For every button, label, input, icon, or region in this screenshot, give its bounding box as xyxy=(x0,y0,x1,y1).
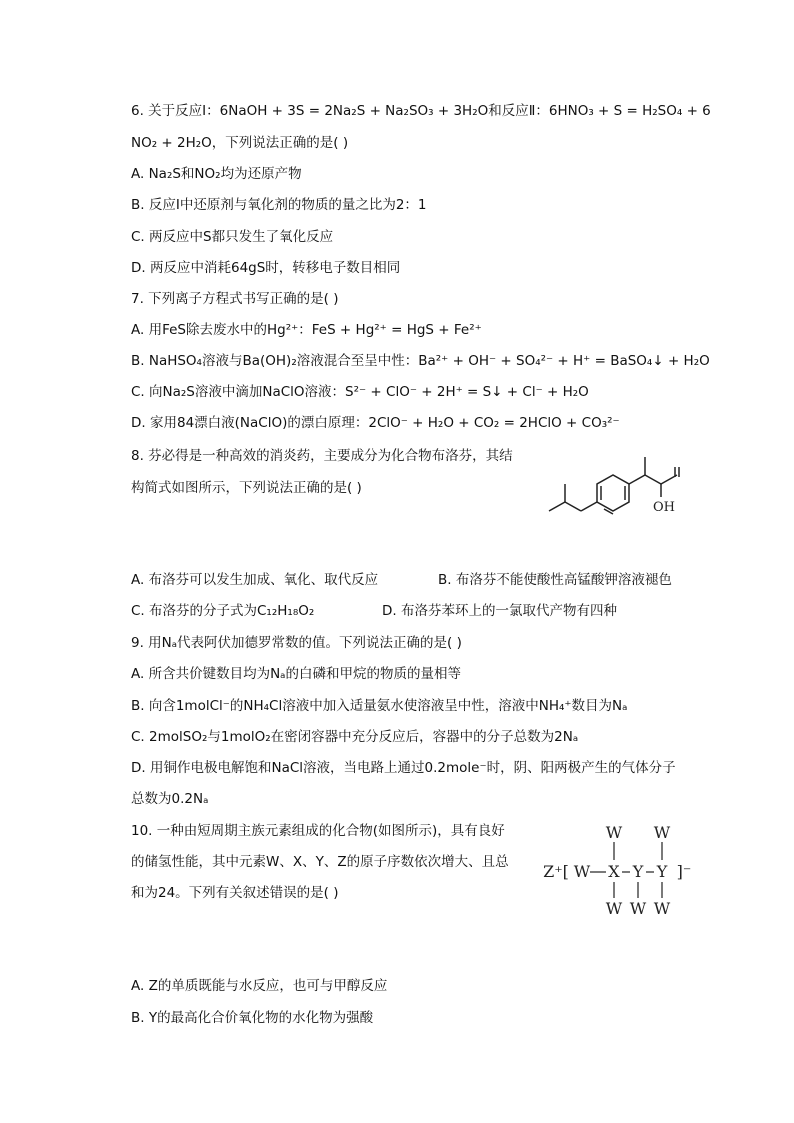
atom-x: X xyxy=(608,862,620,881)
q10-option-b: B. Y的最高化合价氧化物的水化物为强酸 xyxy=(131,1010,374,1026)
q8-option-c: C. 布洛芬的分子式为C₁₂H₁₈O₂ xyxy=(131,603,315,619)
q8-option-a: A. 布洛芬可以发生加成、氧化、取代反应 xyxy=(131,572,379,588)
ibuprofen-structure-figure xyxy=(545,455,705,525)
q6-stem-line2: NO₂ + 2H₂O，下列说法正确的是( ) xyxy=(131,135,349,151)
q9-stem: 9. 用Nₐ代表阿伏加德罗常数的值。下列说法正确的是( ) xyxy=(131,635,462,651)
atom-y-2: Y xyxy=(656,862,668,881)
q7-option-b: B. NaHSO₄溶液与Ba(OH)₂溶液混合至呈中性：Ba²⁺ + OH⁻ + SO₄²⁻ + H⁺ = BaSO₄↓ + H₂O xyxy=(131,353,710,369)
q6-option-a: A. Na₂S和NO₂均为还原产物 xyxy=(131,166,302,182)
q9-option-d-line2: 总数为0.2Nₐ xyxy=(131,791,209,807)
ibuprofen-oh-label: OH xyxy=(653,500,675,515)
q7-option-d: D. 家用84漂白液(NaClO)的漂白原理：2ClO⁻ + H₂O + CO₂ = 2HClO + CO₃²⁻ xyxy=(131,415,620,431)
atom-w-top-2: W xyxy=(653,823,671,842)
q7-option-a: A. 用FeS除去废水中的Hg²⁺：FeS + Hg²⁺ = HgS + Fe²⁺ xyxy=(131,322,482,338)
atom-w-bottom-3: W xyxy=(653,899,671,918)
q8-option-b: B. 布洛芬不能使酸性高锰酸钾溶液褪色 xyxy=(438,572,672,588)
q10-stem-line1: 10. 一种由短周期主族元素组成的化合物(如图所示)，具有良好 xyxy=(131,823,505,839)
atom-w-left: W xyxy=(573,862,591,881)
q9-option-b: B. 向含1molCl⁻的NH₄Cl溶液中加入适量氨水使溶液呈中性，溶液中NH₄⁺数目为Nₐ xyxy=(131,698,628,714)
q10-option-a: A. Z的单质既能与水反应，也可与甲醇反应 xyxy=(131,978,388,994)
anion-bracket-close: ]⁻ xyxy=(676,862,692,881)
atom-w-bottom-1: W xyxy=(605,899,623,918)
compound-structure-figure xyxy=(538,820,698,920)
atom-w-bottom-2: W xyxy=(629,899,647,918)
q8-stem-line2: 构简式如图所示，下列说法正确的是( ) xyxy=(131,480,362,496)
q7-option-c: C. 向Na₂S溶液中滴加NaClO溶液：S²⁻ + ClO⁻ + 2H⁺ = S↓ + Cl⁻ + H₂O xyxy=(131,384,589,400)
atom-w-top-1: W xyxy=(605,823,623,842)
cation-z-bracket: Z⁺[ xyxy=(543,862,569,881)
q8-option-d: D. 布洛芬苯环上的一氯取代产物有四种 xyxy=(382,603,617,619)
q9-option-d-line1: D. 用铜作电极电解饱和NaCl溶液，当电路上通过0.2mole⁻时，阴、阳两极产生的气体分子 xyxy=(131,760,676,776)
q6-option-b: B. 反应Ⅰ中还原剂与氧化剂的物质的量之比为2：1 xyxy=(131,197,427,213)
q9-option-c: C. 2molSO₂与1molO₂在密闭容器中充分反应后，容器中的分子总数为2Nₐ xyxy=(131,729,579,745)
atom-y-1: Y xyxy=(632,862,644,881)
q6-option-c: C. 两反应中S都只发生了氧化反应 xyxy=(131,229,334,245)
q6-option-d: D. 两反应中消耗64gS时，转移电子数目相同 xyxy=(131,260,401,276)
q7-stem: 7. 下列离子方程式书写正确的是( ) xyxy=(131,291,339,307)
q10-stem-line2: 的储氢性能，其中元素W、X、Y、Z的原子序数依次增大、且总 xyxy=(131,854,509,870)
q8-stem-line1: 8. 芬必得是一种高效的消炎药，主要成分为化合物布洛芬，其结 xyxy=(131,448,513,464)
q10-stem-line3: 和为24。下列有关叙述错误的是( ) xyxy=(131,885,339,901)
q9-option-a: A. 所含共价键数目均为Nₐ的白磷和甲烷的物质的量相等 xyxy=(131,666,461,682)
q6-stem-line1: 6. 关于反应Ⅰ：6NaOH + 3S = 2Na₂S + Na₂SO₃ + 3H₂O和反应Ⅱ：6HNO₃ + S = H₂SO₄ + 6 xyxy=(131,103,711,119)
